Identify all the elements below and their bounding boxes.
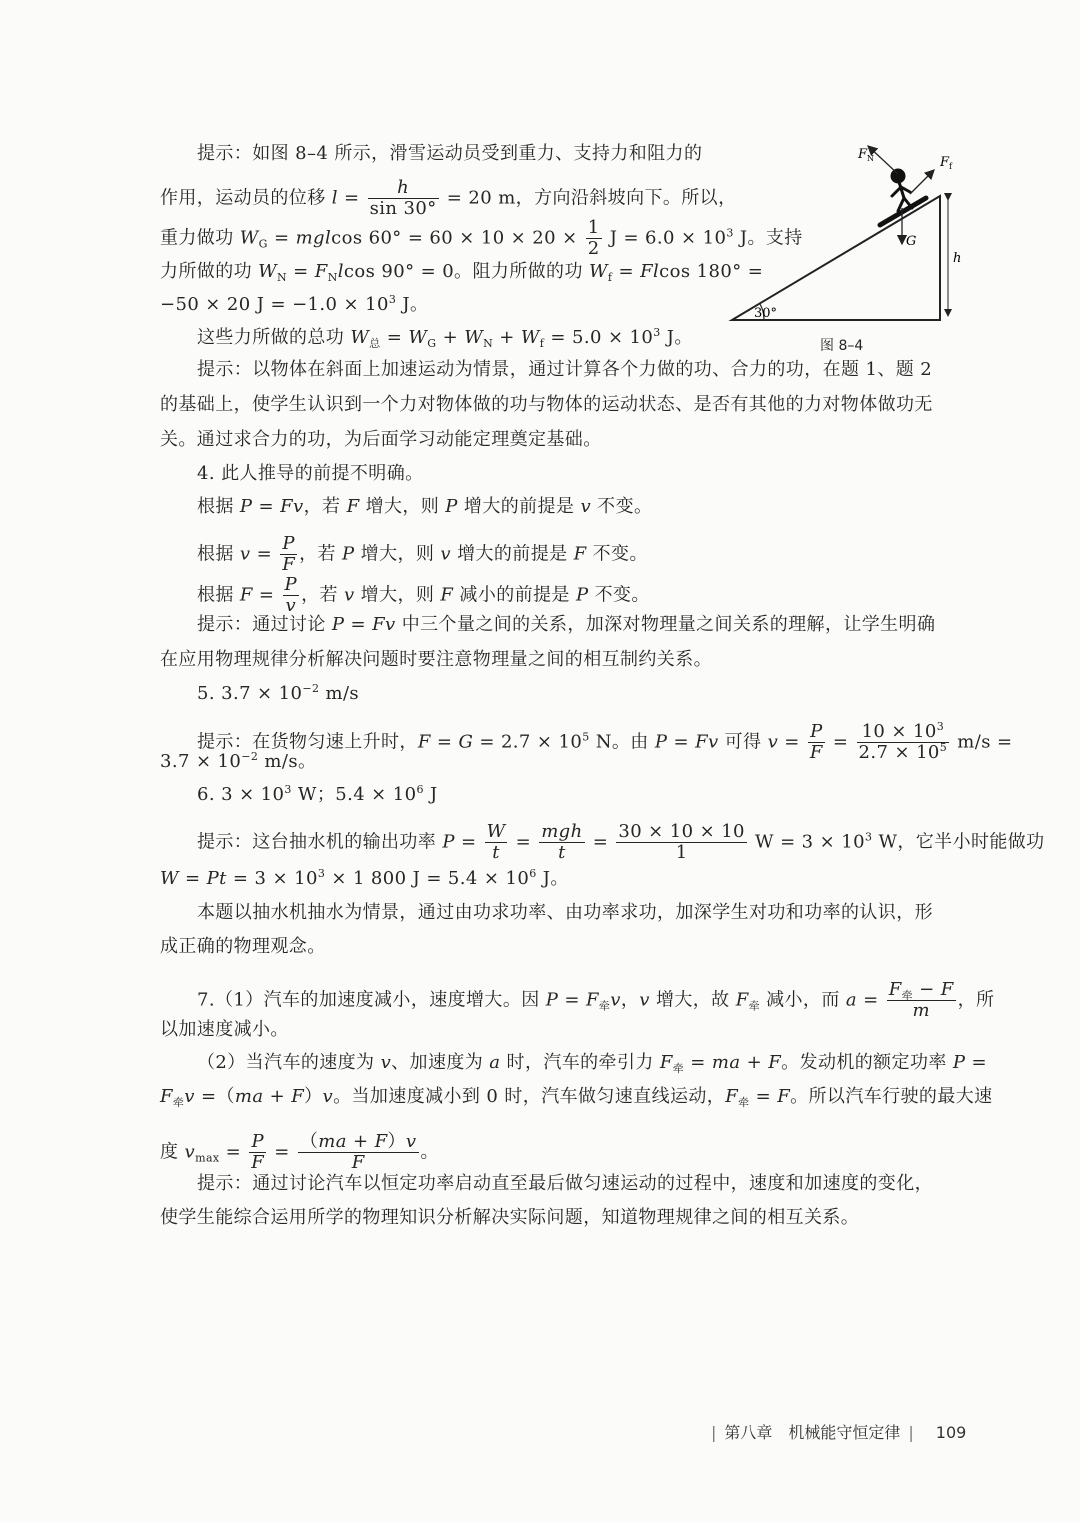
text-line: 使学生能综合运用所学的物理知识分析解决实际问题，知道物理规律之间的相互关系。 xyxy=(160,1207,860,1228)
chapter-title: 第八章 机械能守恒定律 xyxy=(724,1423,901,1442)
text-line: 根据 F = $\frac{P}{v}$ ，若 v 增大，则 F 减小的前提是 P 不变。 xyxy=(197,574,650,616)
svg-text:N: N xyxy=(867,154,874,163)
skier xyxy=(892,170,912,211)
text-line: 以加速度减小。 xyxy=(160,1019,289,1040)
text-line: 度 $v_{max}$ = $\frac{P}{F}$ = $\frac{(ma + F)v}{F}$ 。 xyxy=(160,1131,439,1173)
figure-8-4 xyxy=(720,138,980,350)
text-line: 提示：如图 8–4 所示，滑雪运动员受到重力、支持力和阻力的 xyxy=(197,143,703,164)
text-line: $3.7 \times 10^{-2}$ m/s。 xyxy=(160,750,317,772)
text-line: −50 × 20 $J = -1.0 \times 10^3$ J。 xyxy=(160,293,429,315)
text-line: 根据 v = $\frac{P}{F}$ ，若 P 增大，则 v 增大的前提是 F 不变。 xyxy=(197,533,648,575)
text-line: 6. $3 \times 10^3$ W；$5.4 \times 10^6$ J xyxy=(197,783,438,805)
incline-triangle xyxy=(732,196,940,320)
label-h: h xyxy=(953,251,962,266)
text-line: 根据 P = Fv，若 F 增大，则 P 增大的前提是 v 不变。 xyxy=(197,496,653,517)
text-line: 提示：通过讨论 P = Fv 中三个量之间的关系，加深对物理量之间关系的理解，让学生明确 xyxy=(197,614,936,635)
text-line: 作用，运动员的位移 l = $\frac{h}{\sin 30^\circ}$ = 20 m，方向沿斜坡向下。所以， xyxy=(160,177,737,219)
text-line: 5. $3.7 \times 10^{-2}$ m/s xyxy=(197,682,360,704)
text-line: 提示：这台抽水机的输出功率 P = $\frac{W}{t}$ = $\frac{\text{mgh}}{t}$ = $\frac{30 \times 10 \times 10}{1}$ $W = 3 \times 10^3$ W，它半小时能做功 xyxy=(197,821,1045,863)
page-number: 109 xyxy=(935,1423,967,1442)
text-line: 7.（1）汽车的加速度减小，速度增大。因 $P = F_牵v$，v 增大，故 $F_牵$ 减小，而 a = $\frac{F_牵 - F}{m}$ ，所 xyxy=(197,979,995,1021)
figure-caption: 图 8–4 xyxy=(820,338,864,354)
text-line: 重力做功 $W_G = mglcos$ 60° = 60 × 10 × 20 × $\frac{1}{2}$ $J = 6.0 \times 10^3$ J。支持 xyxy=(160,217,803,259)
text-line: 成正确的物理观念。 xyxy=(160,936,326,957)
text-line: 4. 此人推导的前提不明确。 xyxy=(197,463,424,484)
label-g: G xyxy=(906,234,917,249)
text-line: 提示：在货物匀速上升时，$F = G = 2.7 \times 10^5$ N。由 P = Fv 可得 v = $\frac{P}{F}$ = $\frac{10 \times 10^3}{2.7 \times 10^5}$ m/s = xyxy=(197,720,1013,763)
text-line: 的基础上，使学生认识到一个力对物体做的功与物体的运动状态、是否有其他的力对物体做功无 xyxy=(160,394,933,415)
text-line: 本题以抽水机抽水为情景，通过由功求功率、由功率求功，加深学生对功和功率的认识，形 xyxy=(197,902,933,923)
text-line: $F_牵v =(ma + F)v$。当加速度减小到 0 时，汽车做匀速直线运动，$F_牵 = F$。所以汽车行驶的最大速 xyxy=(160,1086,993,1109)
friction-force-arrow xyxy=(910,170,934,194)
text-line: 提示：通过讨论汽车以恒定功率启动直至最后做匀速运动的过程中，速度和加速度的变化， xyxy=(197,1173,933,1194)
text-line: （2）当汽车的速度为 v、加速度为 a 时，汽车的牵引力 $F_牵$ = ma + F。发动机的额定功率 P = xyxy=(197,1052,987,1075)
label-fn: F xyxy=(858,147,868,162)
svg-text:f: f xyxy=(949,162,952,171)
page-footer: | 第八章 机械能守恒定律 | 109 xyxy=(711,1423,967,1442)
label-ff: F xyxy=(940,155,950,170)
label-angle: 30° xyxy=(754,306,778,321)
text-line: 提示：以物体在斜面上加速运动为情景，通过计算各个力做的功、合力的功，在题 1、题 2 xyxy=(197,359,933,380)
text-line: 关。通过求合力的功，为后面学习动能定理奠定基础。 xyxy=(160,429,602,450)
text-line: 在应用物理规律分析解决问题时要注意物理量之间的相互制约关系。 xyxy=(160,649,712,670)
text-line: 力所做的功 $W_N = F_Nlcos$ 90° = 0。阻力所做的功 $W_f = Flcos$ 180° = xyxy=(160,261,764,284)
text-line: $W = Pt = 3 \times 10^3 \times 1$ 800 $J = 5.4 \times 10^6$ J。 xyxy=(160,867,569,889)
text-line: 这些力所做的总功 $W_总 = W_G + W_N + W_f = 5.0 \times 10^3$ J。 xyxy=(197,326,693,350)
